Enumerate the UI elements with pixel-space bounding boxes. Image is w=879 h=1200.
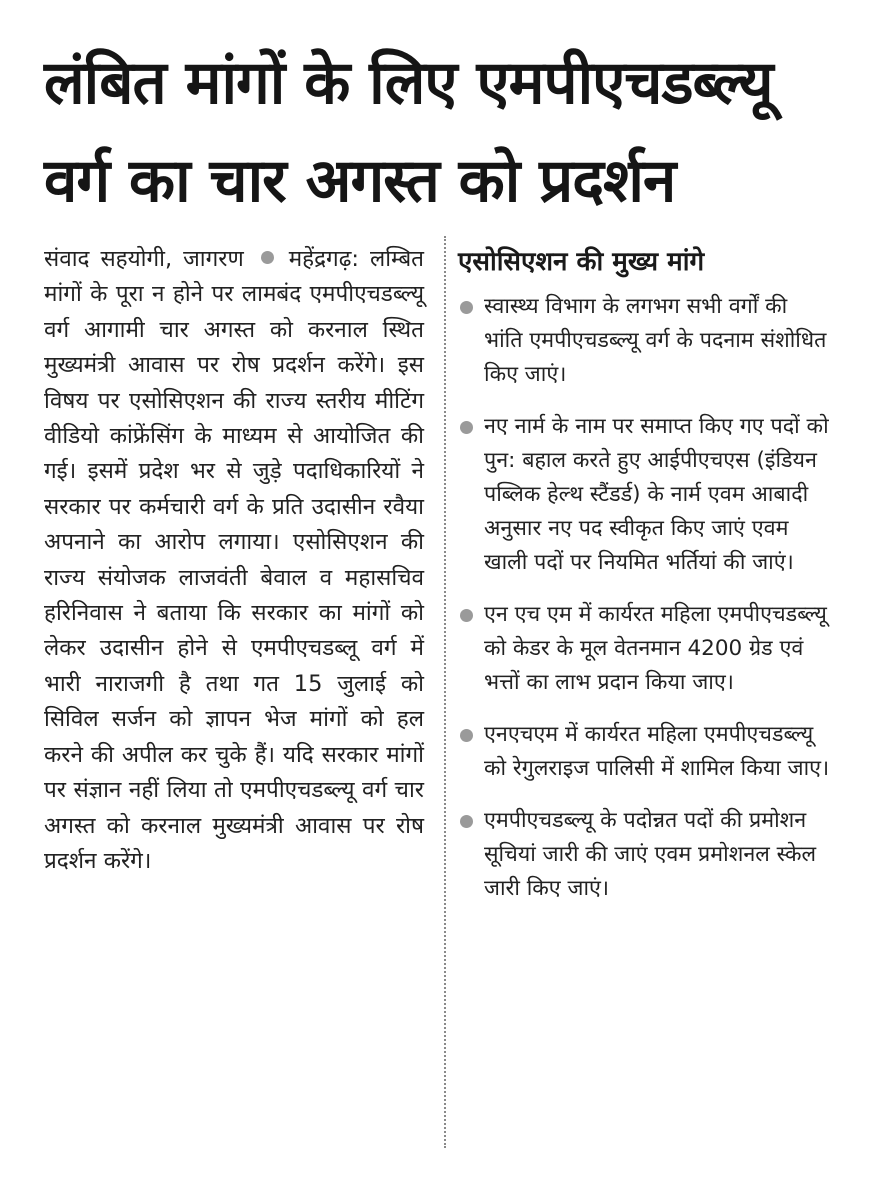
article-body: लम्बित मांगों के पूरा न होने पर लामबंद एमपीएचडब्ल्यू वर्ग आगामी चार अगस्त को करनाल स्थित मुख्यमंत्री आवास पर रोष प्रदर्शन करेंगे। इस विषय पर एसोसिएशन की राज्य स्तरीय मीटिंग वीडियो कांफ्रेंसिंग के माध्यम से आयोजित की गई। इसमें प्रदेश भर से जुड़े पदाधिकारियों ने सरकार पर कर्मचारी वर्ग के प्रति उदासीन रवैया अपनाने का आरोप लगाया। एसोसिएशन की राज्य संयोजक लाजवंती बेवाल व महासचिव हरिनिवास ने बताया कि सरकार का मांगों को लेकर उदासीन होने से एमपीएचडब्लू वर्ग में भारी नाराजगी है तथा गत 15 जुलाई को सिविल सर्जन को ज्ञापन भेज मांगों को हल करने की अपील कर चुके हैं। यदि सरकार मांगों पर संज्ञान नहीं लिया तो एमपीएचडब्ल्यू वर्ग चार अगस्त को करनाल मुख्यमंत्री आवास पर रोष प्रदर्शन करेंगे। [44, 246, 425, 874]
demand-text: एन एच एम में कार्यरत महिला एमपीएचडब्ल्यू को केडर के मूल वेतनमान 4200 ग्रेड एवं भत्तों का लाभ प्रदान किया जाए। [484, 602, 827, 695]
demand-item [458, 290, 830, 392]
demands-box [458, 240, 830, 924]
demand-item [458, 718, 830, 786]
demand-item [458, 598, 830, 700]
demand-item [458, 804, 830, 906]
demands-title: एसोसिएशन की मुख्य मांगे [458, 247, 705, 277]
article-column [44, 242, 424, 879]
column-divider [444, 236, 446, 1148]
dateline-bullet-icon [261, 251, 274, 264]
bullet-icon [460, 609, 473, 622]
demands-list [458, 290, 830, 906]
demand-text: एमपीएचडब्ल्यू के पदोन्नत पदों की प्रमोशन सूचियां जारी की जाएं एवम प्रमोशनल स्केल जारी किए जाएं। [484, 808, 817, 901]
demand-item [458, 410, 830, 580]
headline-line-1: लंबित मांगों के लिए एमपीएचडब्ल्यू [44, 48, 773, 118]
demand-text: नए नार्म के नाम पर समाप्त किए गए पदों को पुन: बहाल करते हुए आईपीएचएस (इंडियन पब्लिक हेल्थ स्टैंडर्ड) के नार्म एवम आबादी अनुसार नए पद स्वीकृत किए जाएं एवम खाली पदों पर नियमित भर्तियां की जाएं। [484, 414, 829, 575]
demand-text: स्वास्थ्य विभाग के लगभग सभी वर्गों की भांति एमपीएचडब्ल्यू वर्ग के पदनाम संशोधित किए जाएं। [484, 294, 827, 387]
bullet-icon [460, 815, 473, 828]
headline [44, 34, 854, 230]
headline-line-2: वर्ग का चार अगस्त को प्रदर्शन [44, 146, 676, 216]
demand-text: एनएचएम में कार्यरत महिला एमपीएचडब्ल्यू को रेगुलराइज पालिसी में शामिल किया जाए। [484, 722, 830, 781]
article-byline: संवाद सहयोगी, जागरण [44, 246, 244, 272]
bullet-icon [460, 421, 473, 434]
bullet-icon [460, 729, 473, 742]
article-location: महेंद्रगढ़: [288, 246, 359, 272]
bullet-icon [460, 301, 473, 314]
